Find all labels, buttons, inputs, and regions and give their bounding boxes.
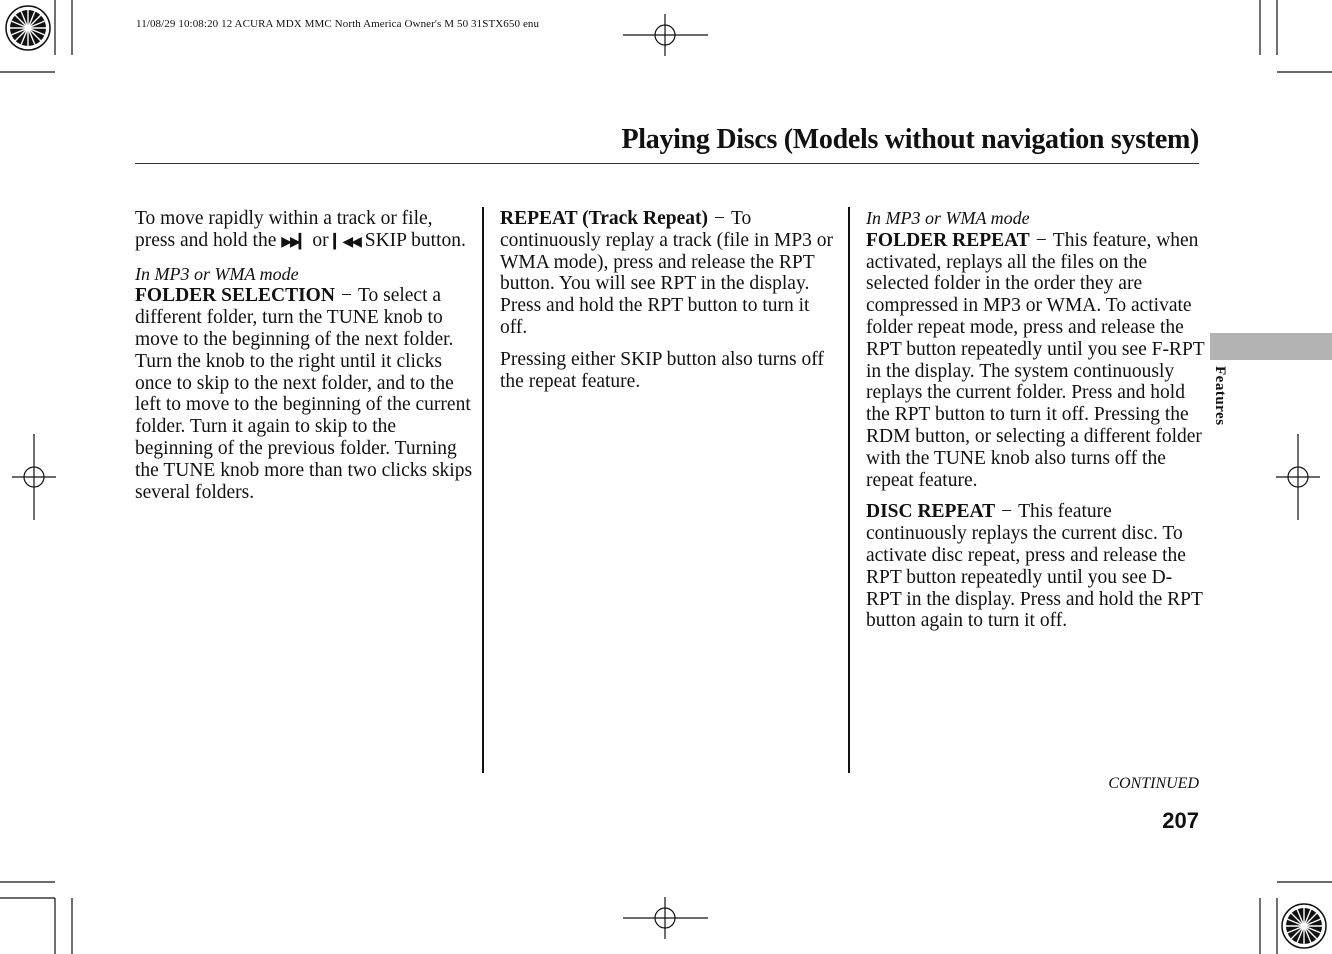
column-1 — [135, 208, 475, 513]
mode-label: In MP3 or WMA mode — [866, 208, 1030, 228]
title-rule — [135, 163, 1199, 164]
dash: − — [1035, 229, 1047, 251]
column-divider — [482, 207, 484, 773]
folder-selection-heading: FOLDER SELECTION — [135, 285, 335, 307]
repeat-body: To continuously replay a track (file in MP3 or WMA mode), press and release the RPT button. You will see RPT in the display. Press and hold the RPT button to turn it off. — [500, 208, 834, 338]
column-3 — [866, 208, 1206, 642]
disc-repeat-paragraph — [866, 501, 1206, 632]
mode-label: In MP3 or WMA mode — [135, 263, 299, 284]
column-2 — [500, 208, 835, 402]
page-number: 207 — [1162, 808, 1199, 833]
section-tab-label: Features — [1212, 366, 1228, 426]
disc-repeat-heading: DISC REPEAT — [866, 501, 996, 523]
skip-repeat-note: Pressing either SKIP button also turns off the repeat feature. — [500, 348, 824, 392]
folder-selection-paragraph — [135, 264, 475, 504]
skip-paragraph: To move rapidly within a track or file, press and hold the ▶▶▎ or ▎◀◀ SKIP button. — [135, 208, 466, 251]
dash: − — [340, 285, 352, 307]
folder-repeat-paragraph — [866, 208, 1206, 491]
print-info: 11/08/29 10:08:20 12 ACURA MDX MMC North America Owner's M 50 31STX650 enu — [136, 18, 540, 30]
dash: − — [1001, 501, 1013, 523]
column-divider — [848, 207, 850, 773]
page-title: Playing Discs (Models without navigation system) — [621, 124, 1199, 155]
folder-repeat-body: This feature, when activated, replays all the files on the selected folder in the order they are compressed in MP3 or WMA. To activate folder repeat mode, press and release the RPT button repeatedly until you see F-RPT in the display. The system continuously replays the current folder. Press and hold the RPT button to turn it off. Pressing the RDM button, or selecting a different folder with the TUNE knob also turns off the repeat feature. — [866, 229, 1205, 491]
dash: − — [713, 208, 725, 229]
disc-repeat-body: This feature continuously replays the current disc. To activate disc repeat, press and release the RPT button repeatedly until you see D-RPT in the display. Press and hold the RPT button again to turn it off. — [866, 501, 1203, 632]
track-repeat-paragraph — [500, 208, 835, 339]
section-tab — [1210, 333, 1332, 360]
folder-repeat-heading: FOLDER REPEAT — [866, 229, 1030, 251]
repeat-heading: REPEAT (Track Repeat) — [500, 208, 708, 229]
continued-label: CONTINUED — [1108, 775, 1199, 792]
forward-skip-icon: ▶▶▎ — [281, 233, 308, 250]
folder-selection-body: To select a different folder, turn the TUNE knob to move to the beginning of the next folder. Turn the knob to the right until it clicks once to skip to the next folder, and to the left to move to the beginning of the current folder. Turn it again to skip to the beginning of the previous folder. Turning the TUNE knob more than two clicks skips several folders. — [135, 285, 473, 503]
back-skip-icon: ▎◀◀ — [333, 233, 360, 250]
